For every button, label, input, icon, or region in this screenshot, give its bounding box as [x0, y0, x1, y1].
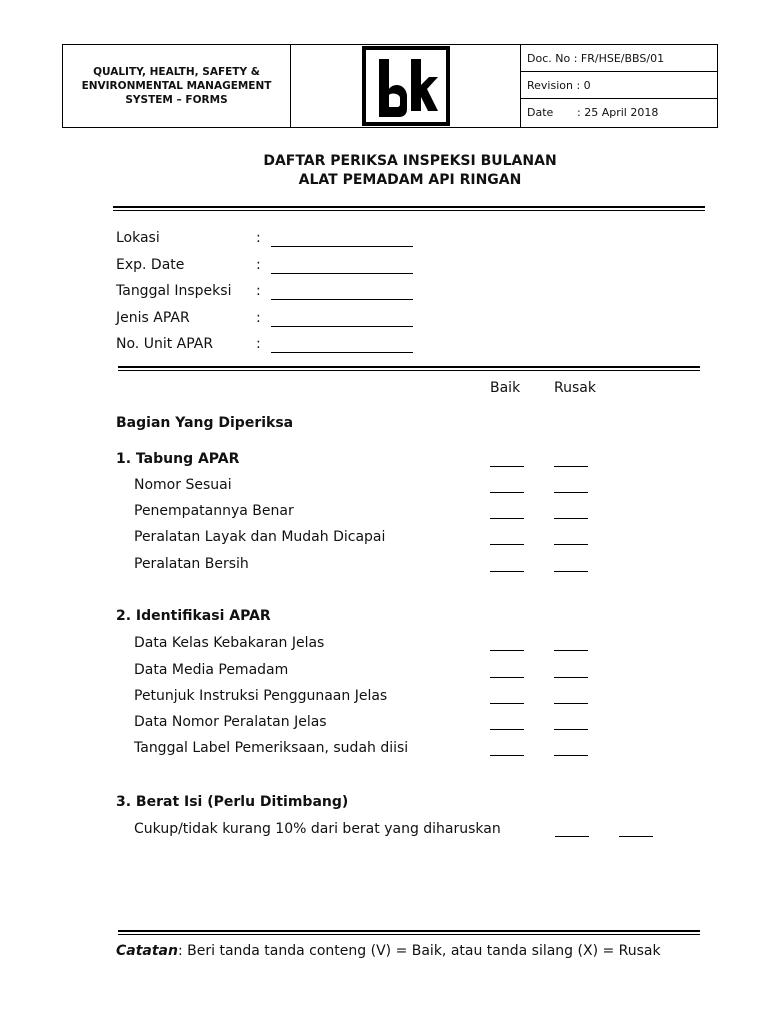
divider-top-thin	[113, 210, 705, 211]
field-input-exp-date[interactable]	[271, 273, 413, 274]
check-baik[interactable]	[490, 518, 524, 519]
check-baik[interactable]	[490, 729, 524, 730]
revision-cell: Revision : 0	[521, 72, 717, 99]
date-cell: Date : 25 April 2018	[527, 106, 659, 119]
check-baik[interactable]	[490, 571, 524, 572]
field-input-lokasi[interactable]	[271, 246, 413, 247]
field-label-lokasi: Lokasi	[116, 230, 160, 246]
bk-logo-icon	[362, 46, 450, 126]
field-colon: :	[256, 283, 261, 299]
check-rusak[interactable]	[554, 755, 588, 756]
check-rusak[interactable]	[554, 544, 588, 545]
check-rusak[interactable]	[554, 650, 588, 651]
check-baik[interactable]	[490, 755, 524, 756]
check-rusak[interactable]	[554, 677, 588, 678]
section-heading: Bagian Yang Diperiksa	[116, 415, 294, 431]
field-input-no-unit-apar[interactable]	[271, 352, 413, 353]
divider-middle-thin	[118, 370, 700, 371]
check-rusak[interactable]	[554, 518, 588, 519]
divider-bottom-thin	[118, 934, 700, 935]
note-text: : Beri tanda tanda conteng (V) = Baik, atau tanda silang (X) = Rusak	[177, 943, 661, 959]
document-header	[62, 44, 718, 128]
list-item: Peralatan Bersih	[134, 556, 249, 572]
check-baik[interactable]	[490, 703, 524, 704]
check-baik[interactable]	[490, 544, 524, 545]
field-input-jenis-apar[interactable]	[271, 326, 413, 327]
field-input-tanggal-inspeksi[interactable]	[271, 299, 413, 300]
check-baik[interactable]	[490, 466, 524, 467]
list-item: Peralatan Layak dan Mudah Dicapai	[134, 529, 386, 545]
check-baik[interactable]	[490, 492, 524, 493]
divider-middle	[118, 366, 700, 368]
list-item: Petunjuk Instruksi Penggunaan Jelas	[134, 688, 388, 704]
list-item: Data Nomor Peralatan Jelas	[134, 714, 327, 730]
field-colon: :	[256, 257, 261, 273]
form-title-line-2: ALAT PEMADAM API RINGAN	[298, 172, 522, 188]
form-title-line-1: DAFTAR PERIKSA INSPEKSI BULANAN	[263, 153, 557, 169]
section-title: 1. Tabung APAR	[116, 451, 240, 467]
list-item: Nomor Sesuai	[134, 477, 232, 493]
list-item: Tanggal Label Pemeriksaan, sudah diisi	[134, 740, 409, 756]
system-title: QUALITY, HEALTH, SAFETY & ENVIRONMENTAL MANAGEMENT SYSTEM – FORMS	[63, 45, 291, 127]
check-baik[interactable]	[490, 650, 524, 651]
note	[116, 943, 661, 959]
divider-bottom	[118, 930, 700, 932]
list-item: Cukup/tidak kurang 10% dari berat yang diharuskan	[134, 821, 501, 837]
logo-cell	[291, 45, 521, 127]
column-heading-rusak: Rusak	[554, 380, 596, 396]
check-rusak[interactable]	[554, 492, 588, 493]
list-item: Data Kelas Kebakaran Jelas	[134, 635, 325, 651]
check-baik[interactable]	[555, 836, 589, 837]
section-title: 2. Identifikasi APAR	[116, 608, 271, 624]
field-colon: :	[256, 336, 261, 352]
field-colon: :	[256, 230, 261, 246]
check-rusak[interactable]	[554, 466, 588, 467]
check-rusak[interactable]	[554, 703, 588, 704]
document-meta	[521, 45, 717, 127]
doc-no-cell: Doc. No : FR/HSE/BBS/01	[521, 45, 717, 72]
field-label-exp-date: Exp. Date	[116, 257, 185, 273]
column-heading-baik: Baik	[490, 380, 521, 396]
field-label-tanggal-inspeksi: Tanggal Inspeksi	[116, 283, 232, 299]
field-label-jenis-apar: Jenis APAR	[116, 310, 190, 326]
check-baik[interactable]	[490, 677, 524, 678]
divider-top	[113, 206, 705, 208]
check-rusak[interactable]	[554, 571, 588, 572]
check-rusak[interactable]	[619, 836, 653, 837]
note-label: Catatan	[116, 943, 178, 959]
check-rusak[interactable]	[554, 729, 588, 730]
section-title: 3. Berat Isi (Perlu Ditimbang)	[116, 794, 349, 810]
list-item: Data Media Pemadam	[134, 662, 289, 678]
list-item: Penempatannya Benar	[134, 503, 294, 519]
field-label-no-unit-apar: No. Unit APAR	[116, 336, 214, 352]
field-colon: :	[256, 310, 261, 326]
